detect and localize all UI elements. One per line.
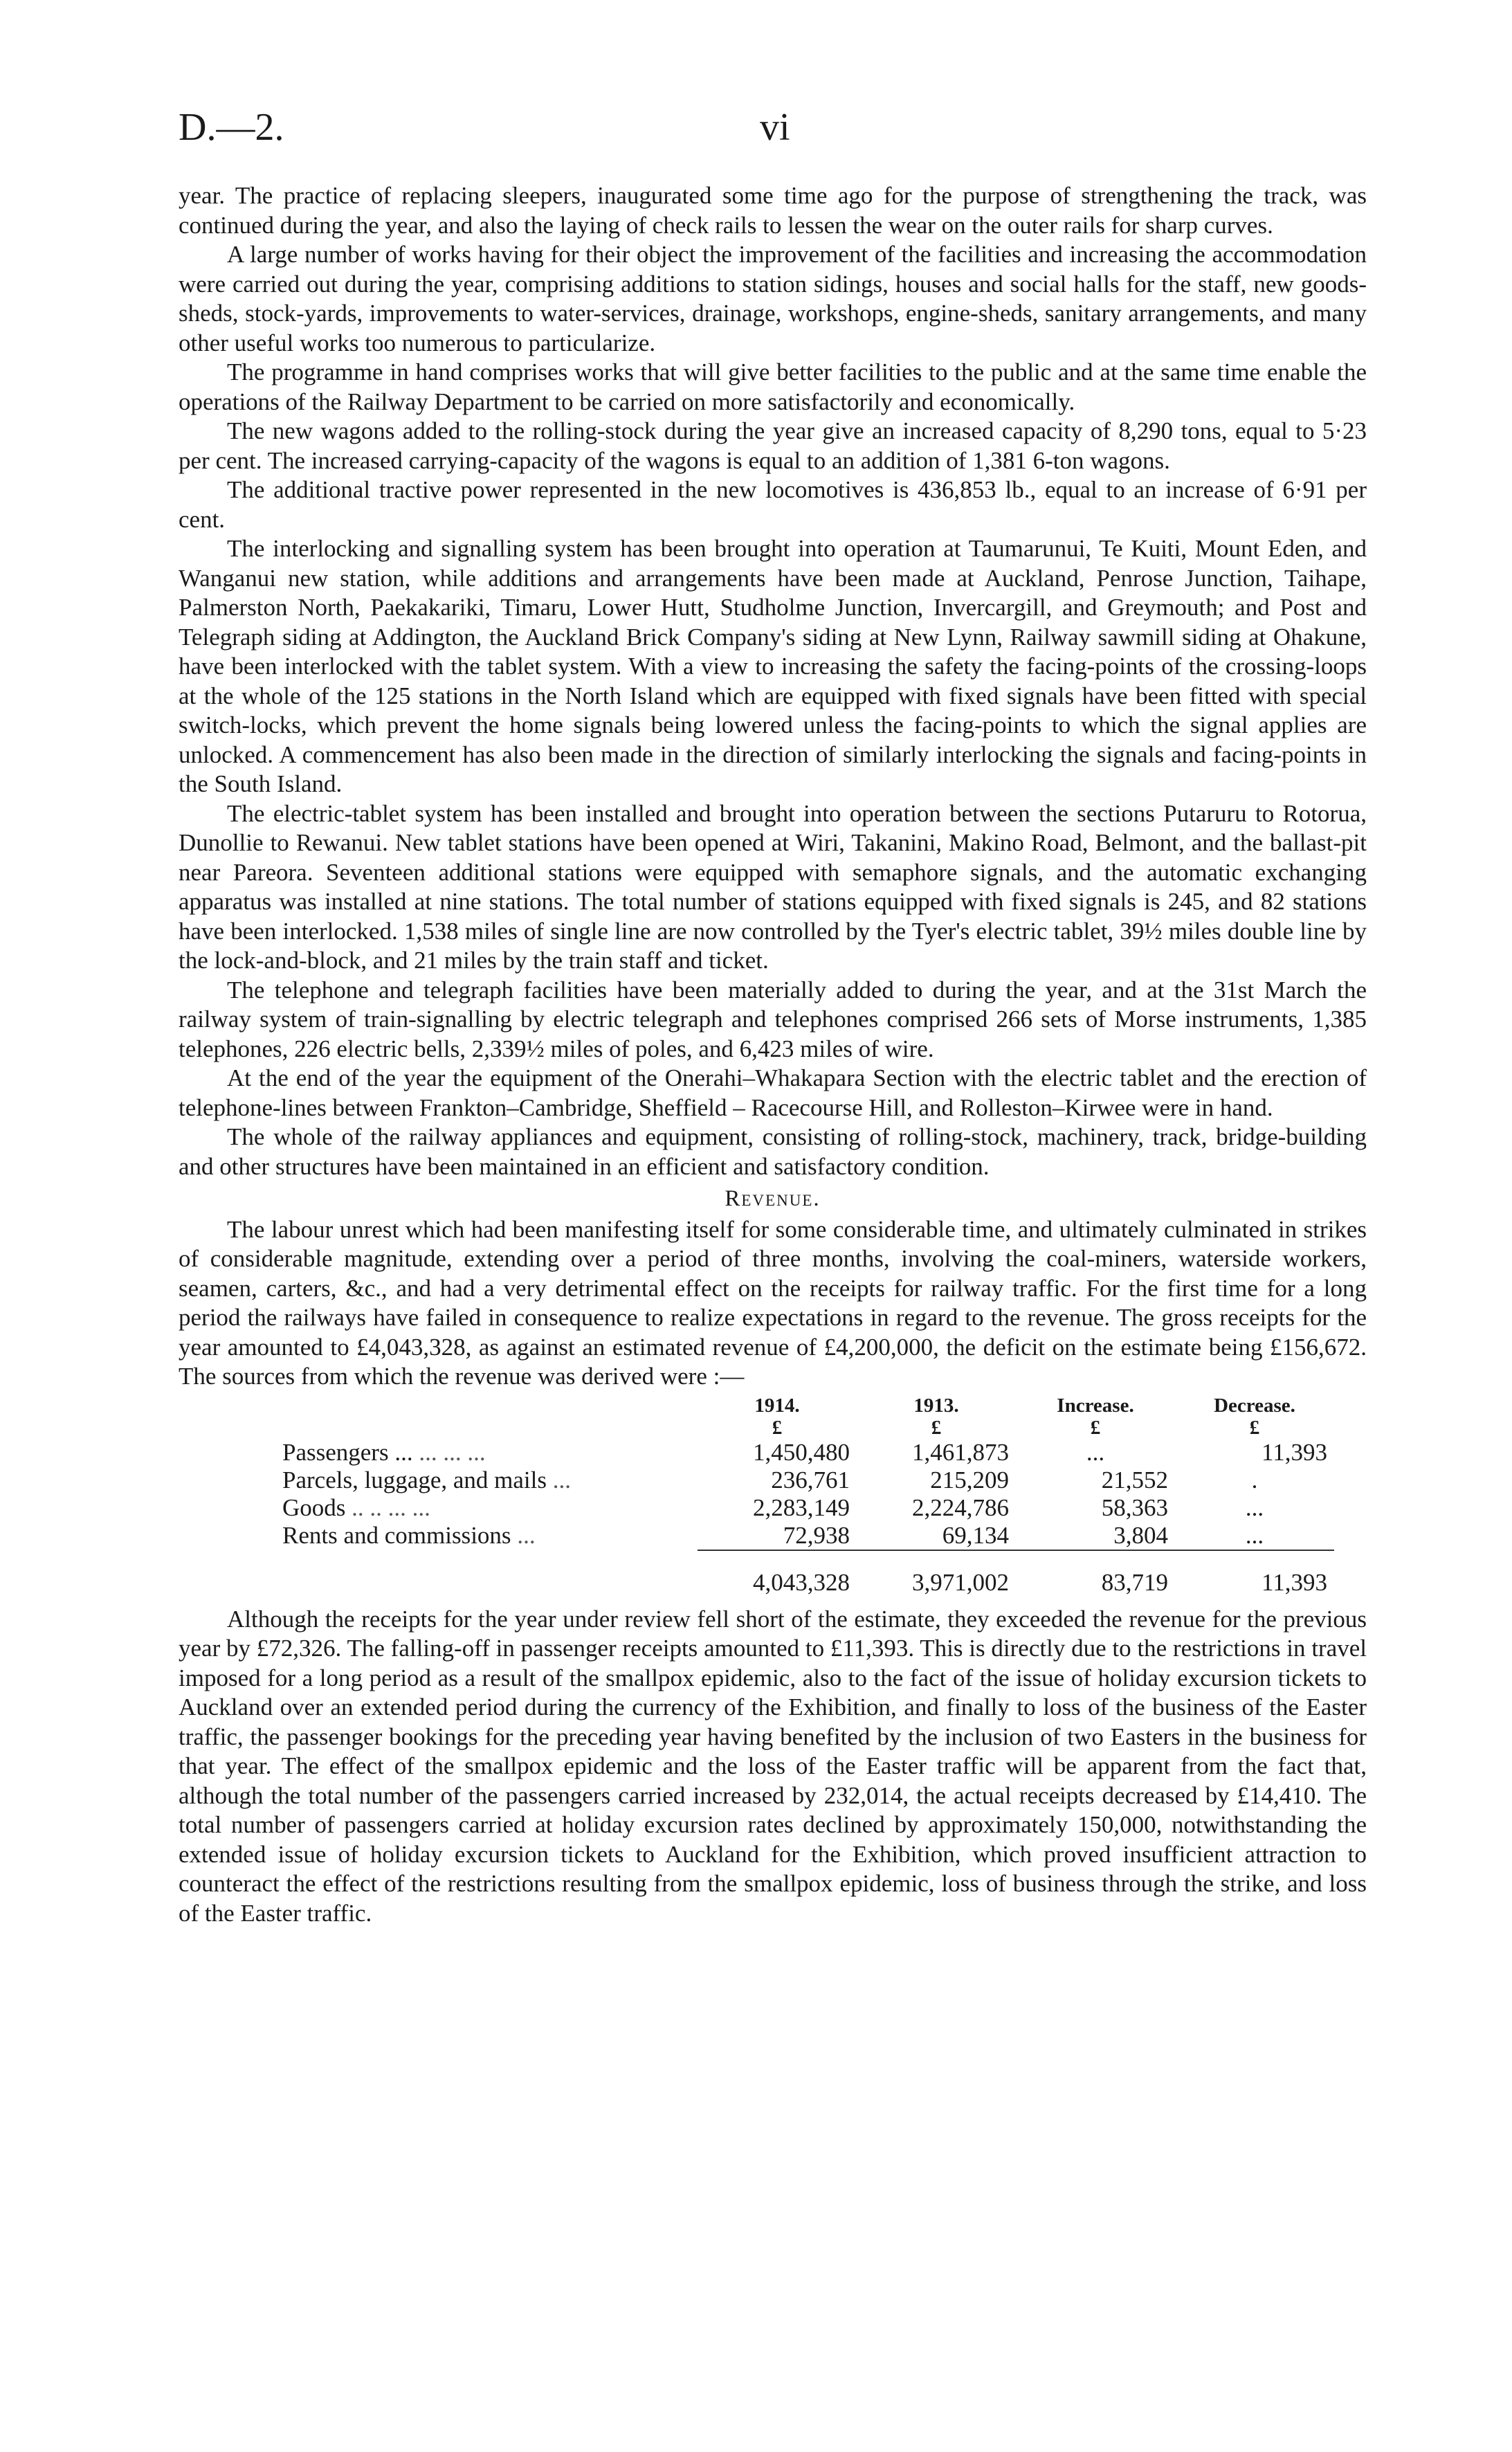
row-label: Passengers ...: [282, 1438, 413, 1466]
row-label: Rents and commissions: [282, 1522, 511, 1549]
page-header: [179, 105, 1367, 161]
table-row: [282, 1522, 1334, 1550]
table-row: [282, 1494, 1334, 1522]
unit-label: £: [931, 1416, 942, 1439]
paragraph: The telephone and telegraph facilities have been materially added to during the year, and at the 31st March the railway system of train-signalling by electric telegraph and telephones comprised 266 sets of Morse instruments, 1,385 telephones, 226 electric bells, 2,339½ miles of poles, and 6,423 miles of wire.: [179, 976, 1367, 1062]
paragraph: The additional tractive power represented in the new locomotives is 436,853 lb., equal to an increase of 6·91 per cent.: [179, 476, 1367, 533]
value-increase: ...: [1086, 1438, 1105, 1466]
table-header-row: [282, 1395, 1334, 1417]
value-1914: 236,761: [771, 1466, 850, 1493]
paragraph: year. The practice of replacing sleepers, inaugurated some time ago for the purpose of strengthening the track, was continued during the year, and also the laying of check rails to lessen the wear on the outer rails for sharp curves.: [179, 182, 1367, 239]
column-header-increase: Increase.: [1057, 1394, 1134, 1417]
total-decrease: 11,393: [1261, 1568, 1327, 1596]
value-increase: 3,804: [1113, 1521, 1168, 1549]
dot-leader: .. .. ... ...: [352, 1493, 430, 1521]
unit-label: £: [772, 1416, 783, 1439]
page-number: vi: [760, 106, 790, 149]
dot-leader: ... ... ...: [419, 1438, 486, 1466]
table-units-row: [282, 1417, 1334, 1439]
column-header-1914: 1914.: [754, 1394, 800, 1417]
body-text: [179, 181, 1367, 1928]
row-label: Parcels, luggage, and mails: [282, 1466, 547, 1493]
value-decrease: 11,393: [1261, 1438, 1327, 1466]
total-1913: 3,971,002: [912, 1568, 1009, 1596]
value-1913: 215,209: [930, 1466, 1009, 1493]
row-label: Goods: [282, 1493, 346, 1521]
total-increase: 83,719: [1101, 1568, 1168, 1596]
column-header-decrease: Decrease.: [1214, 1394, 1295, 1417]
value-1914: 72,938: [783, 1521, 850, 1549]
paragraph: At the end of the year the equipment of the Onerahi–Whakapara Section with the electric tablet and the erection of telephone-lines between Frankton–Cambridge, Sheffield – Racecourse Hill, and Rolleston–Kirwee were in hand.: [179, 1064, 1367, 1121]
document-reference: D.—2.: [179, 106, 284, 149]
value-1914: 1,450,480: [753, 1438, 850, 1466]
paragraph: The interlocking and signalling system has been brought into operation at Taumarunui, Te Kuiti, Mount Eden, and Wanganui new station, while additions and arrangements have been made at Auckland, Penrose Junction, Taihape, Palmerston North, Paekakariki, Timaru, Lower Hutt, Studholme Junction, Invercargill, and Greymouth; and Post and Telegraph siding at Addington, the Auckland Brick Company's siding at New Lynn, Railway sawmill siding at Ohakune, have been interlocked with the tablet system. With a view to increasing the safety the facing-points of the crossing-loops at the whole of the 125 stations in the North Island which are equipped with fixed signals have been fitted with special switch-locks, which prevent the home signals being lowered unless the facing-points to which the signal applies are unlocked. A commencement has also been made in the direction of similarly interlocking the signals and facing-points in the South Island.: [179, 535, 1367, 797]
value-decrease: .: [1251, 1466, 1258, 1493]
table-total-row: [282, 1568, 1334, 1598]
table-rule: [282, 1550, 1334, 1568]
revenue-table: [282, 1395, 1334, 1598]
revenue-intro-paragraph: The labour unrest which had been manifesting itself for some considerable time, and ultimately culminated in strikes of considerable magnitude, extending over a period of three months, involving the coal-miners, waterside workers, seamen, carters, &c., and had a very detrimental effect on the receipts for railway traffic. For the first time for a long period the railways have failed in consequence to realize expectations in regard to the revenue. The gross receipts for the year amounted to £4,043,328, as against an estimated revenue of £4,200,000, the deficit on the estimate being £156,672. The sources from which the revenue was derived were :—: [179, 1215, 1367, 1390]
section-heading-revenue: Revenue.: [725, 1186, 821, 1211]
value-increase: 58,363: [1101, 1493, 1168, 1521]
column-header-1913: 1913.: [913, 1394, 959, 1417]
closing-paragraph: Although the receipts for the year under review fell short of the estimate, they exceeded the revenue for the previous year by £72,326. The falling-off in passenger receipts amounted to £11,393. This is directly due to the restrictions in travel imposed for a long period as a result of the smallpox epidemic, also to the fact of the issue of holiday excursion tickets to Auckland over an extended period during the currency of the Exhibition, and finally to loss of the business of the Easter traffic, the passenger bookings for the preceding year having benefited by the inclusion of two Easters in the business for that year. The effect of the smallpox epidemic and the loss of the Easter traffic will be apparent from the fact that, although the total number of the passengers carried increased by 232,014, the actual receipts decreased by £14,410. The total number of passengers carried at holiday excursion rates declined by approximately 150,000, notwithstanding the extended issue of holiday excursion tickets to Auckland for the Exhibition, which proved insufficient attraction to counteract the effect of the restrictions resulting from the smallpox epidemic, loss of business through the strike, and loss of the Easter traffic.: [179, 1605, 1367, 1927]
unit-label: £: [1090, 1416, 1101, 1439]
paragraph: The programme in hand comprises works that will give better facilities to the public and at the same time enable the operations of the Railway Department to be carried on more satisfactorily and economically.: [179, 358, 1367, 415]
value-increase: 21,552: [1101, 1466, 1168, 1493]
dot-leader: ...: [517, 1522, 536, 1549]
value-1913: 1,461,873: [912, 1438, 1009, 1466]
table-row: [282, 1439, 1334, 1466]
total-1914: 4,043,328: [753, 1568, 850, 1596]
table-row: [282, 1466, 1334, 1494]
paragraph: The whole of the railway appliances and equipment, consisting of rolling-stock, machinery, track, bridge-building and other structures have been maintained in an efficient and satisfactory condition.: [179, 1123, 1367, 1180]
value-decrease: ...: [1245, 1493, 1264, 1521]
value-decrease: ...: [1245, 1521, 1264, 1549]
unit-label: £: [1249, 1416, 1260, 1439]
paragraph: The electric-tablet system has been installed and brought into operation between the sections Putaruru to Rotorua, Dunollie to Rewanui. New tablet stations have been opened at Wiri, Takanini, Makino Road, Belmont, and the ballast-pit near Pareora. Seventeen additional stations were equipped with semaphore signals, and the automatic exchanging apparatus was installed at nine stations. The total number of stations equipped with fixed signals is 245, and 82 stations have been interlocked. 1,538 miles of single line are now controlled by the Tyer's electric tablet, 39½ miles double line by the lock-and-block, and 21 miles by the train staff and ticket.: [179, 799, 1367, 974]
paragraph: The new wagons added to the rolling-stock during the year give an increased capacity of 8,290 tons, equal to 5·23 per cent. The increased carrying-capacity of the wagons is equal to an addition of 1,381 6-ton wagons.: [179, 417, 1367, 474]
value-1913: 69,134: [942, 1521, 1009, 1549]
paragraph: A large number of works having for their object the improvement of the facilities and increasing the accommodation were carried out during the year, comprising additions to station sidings, houses and social halls for the staff, new goods-sheds, stock-yards, improvements to water-services, drainage, workshops, engine-sheds, sanitary arrangements, and many other useful works too numerous to particularize.: [179, 241, 1367, 356]
dot-leader: ...: [552, 1466, 571, 1493]
value-1913: 2,224,786: [912, 1493, 1009, 1521]
value-1914: 2,283,149: [753, 1493, 850, 1521]
